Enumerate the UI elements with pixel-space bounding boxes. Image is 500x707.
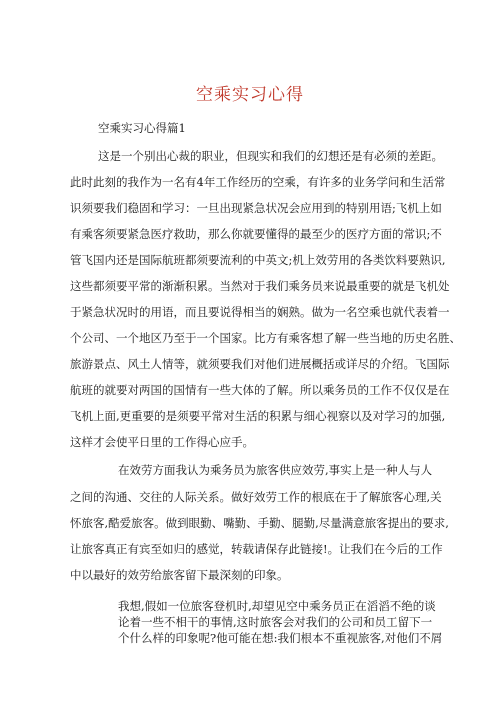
paragraph-line: 这些都须要平常的渐渐积累。当然对于我们乘务员来说最重要的就是飞机处 [70, 279, 450, 293]
paragraph-line: 个什么样的印象呢?他可能在想:我们根本不重视旅客,对他们不屑 [118, 631, 443, 645]
paragraph-line: 这是一个别出心裁的职业，但现实和我们的幻想还是有必须的差距。 [98, 149, 443, 163]
document-subtitle: 空乘实习心得篇1 [98, 121, 186, 135]
paragraph-line: 此时此刻的我作为一名有4年工作经历的空乘，有许多的业务学问和生活常 [70, 175, 446, 189]
paragraph-line: 怀旅客,酷爱旅客。做到眼勤、嘴勤、手勤、腿勤,尽量满意旅客提出的要求, [70, 516, 449, 530]
paragraph-line: 识须要我们稳固和学习：一旦出现紧急状况会应用到的特别用语;飞机上如 [70, 201, 442, 215]
paragraph-line: 飞机上面,更重要的是须要平常对生活的积累与细心视察以及对学习的加强, [70, 409, 446, 423]
paragraph-line: 有乘客须要紧急医疗救助，那么你就要懂得的最至少的医疗方面的常识;不 [70, 227, 442, 241]
paragraph-line: 中以最好的效劳给旅客留下最深刻的印象。 [70, 568, 289, 582]
paragraph-line: 这样才会使平日里的工作得心应手。 [70, 435, 254, 449]
paragraph-line: 之间的沟通、交往的人际关系。做好效劳工作的根底在于了解旅客心理,关 [70, 490, 442, 504]
paragraph-line: 航班的就要对两国的国情有一些大体的了解。所以乘务员的工作不仅仅是在 [70, 383, 450, 397]
paragraph-line: 个公司、一个地区乃至于一个国家。比方有乘客想了解一些当地的历史名胜、 [70, 331, 461, 345]
paragraph-line: 让旅客真正有宾至如归的感觉，转载请保存此链接!。让我们在今后的工作 [70, 542, 443, 556]
paragraph-line: 于紧急状况时的用语，而且要说得相当的娴熟。做为一名空乘也就代表着一 [70, 305, 450, 319]
paragraph-line: 旅游景点、风土人情等，就须要我们对他们进展概括或详尽的介绍。飞国际 [70, 357, 450, 371]
paragraph-line: 我想,假如一位旅客登机时,却望见空中乘务员正在滔滔不绝的谈 [118, 599, 436, 613]
paragraph-line: 论着一些不相干的事情,这时旅客会对我们的公司和员工留下一 [118, 615, 433, 629]
paragraph-line: 管飞国内还是国际航班都须要流利的中英文;机上效劳用的各类饮料要熟识, [70, 253, 446, 267]
document-title: 空乘实习心得 [196, 85, 304, 105]
paragraph-line: 在效劳方面我认为乘务员为旅客供应效劳,事实上是一种人与人 [118, 463, 433, 477]
